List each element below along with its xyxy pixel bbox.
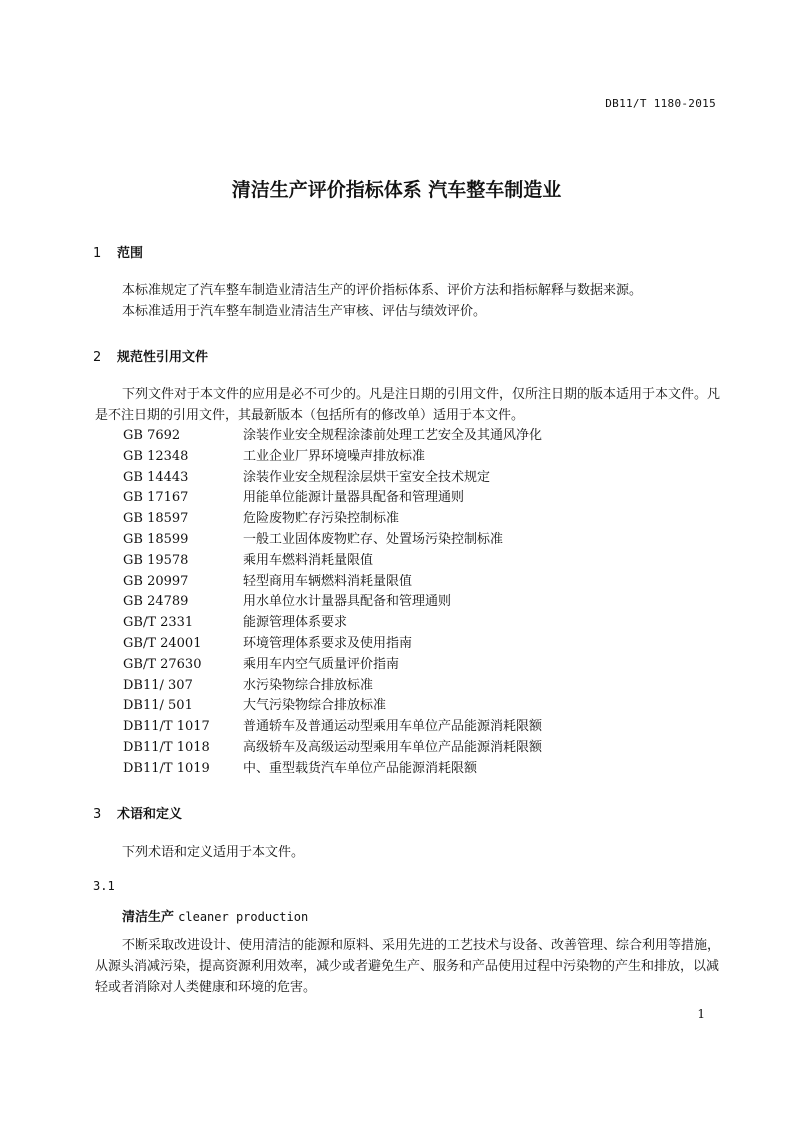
- reference-title: 涂装作业安全规程涂漆前处理工艺安全及其通风净化: [243, 428, 543, 443]
- reference-code: DB11/T 1018: [123, 739, 210, 755]
- reference-title: 轻型商用车辆燃料消耗量限值: [243, 573, 413, 589]
- section-number: 2: [93, 350, 102, 365]
- reference-item: [123, 696, 542, 717]
- reference-item: [123, 551, 542, 572]
- reference-code: DB11/ 501: [123, 698, 193, 714]
- term-entry: [122, 906, 308, 925]
- reference-code: GB 12348: [123, 448, 189, 464]
- reference-title: 一般工业固体废物贮存、处置场污染控制标准: [243, 531, 504, 547]
- term-english: cleaner production: [178, 910, 309, 924]
- reference-title: 涂装作业安全规程涂层烘干室安全技术规定: [243, 469, 491, 485]
- page-number: 1: [697, 1007, 705, 1021]
- reference-item: [123, 634, 542, 655]
- reference-code: GB 17167: [123, 490, 189, 506]
- reference-title: 用水单位水计量器具配备和管理通则: [243, 594, 452, 610]
- reference-code: GB 19578: [123, 552, 189, 568]
- reference-code: GB 18599: [123, 531, 189, 547]
- section-2-heading: [93, 346, 208, 365]
- reference-item: [123, 738, 542, 759]
- reference-item: [123, 426, 542, 447]
- reference-item: [123, 468, 542, 489]
- page-title: 清洁生产评价指标体系 汽车整车制造业: [231, 179, 562, 201]
- reference-code: GB 24789: [123, 594, 189, 610]
- reference-title: 中、重型载货汽车单位产品能源消耗限额: [243, 760, 478, 776]
- reference-title: 环境管理体系要求及使用指南: [243, 635, 413, 651]
- reference-item: [123, 759, 542, 780]
- terms-intro: 下列术语和定义适用于本文件。: [122, 845, 305, 860]
- section-title: 范围: [117, 246, 144, 261]
- reference-title: 普通轿车及普通运动型乘用车单位产品能源消耗限额: [243, 719, 543, 735]
- reference-title: 用能单位能源计量器具配备和管理通则: [243, 490, 465, 506]
- reference-item: [123, 572, 542, 593]
- reference-title: 水污染物综合排放标准: [243, 677, 374, 693]
- term-chinese: 清洁生产: [122, 910, 175, 925]
- reference-title: 大气污染物综合排放标准: [243, 698, 387, 714]
- reference-list: [123, 426, 542, 780]
- reference-item: [123, 655, 542, 676]
- subclause-number: 3.1: [93, 879, 115, 893]
- reference-code: GB/T 2331: [123, 615, 194, 631]
- section-1-heading: [93, 242, 143, 261]
- references-intro: 下列文件对于本文件的应用是必不可少的。凡是注日期的引用文件，仅所注日期的版本适用于本文件。凡是不注日期的引用文件，其最新版本（包括所有的修改单）适用于本文件。: [95, 387, 721, 423]
- reference-code: DB11/ 307: [123, 677, 193, 693]
- reference-code: GB 20997: [123, 573, 189, 589]
- reference-code: GB 18597: [123, 511, 189, 527]
- reference-code: GB 14443: [123, 469, 189, 485]
- reference-code: DB11/T 1019: [123, 760, 210, 776]
- reference-code: GB/T 27630: [123, 656, 202, 672]
- term-definition: 不断采取改进设计、使用清洁的能源和原料、采用先进的工艺技术与设备、改善管理、综合利用等措施，从源头消减污染，提高资源利用效率，减少或者避免生产、服务和产品使用过程中污染物的产生和排放，以减轻或者消除对人类健康和环境的危害。: [95, 938, 721, 995]
- section-title: 规范性引用文件: [117, 350, 209, 365]
- reference-item: [123, 613, 542, 634]
- reference-code: DB11/T 1017: [123, 719, 210, 735]
- document-id: DB11/T 1180-2015: [605, 97, 716, 110]
- scope-paragraph-2: 本标准适用于汽车整车制造业清洁生产审核、评估与绩效评价。: [122, 304, 487, 319]
- reference-item: [123, 676, 542, 697]
- reference-title: 工业企业厂界环境噪声排放标准: [243, 448, 426, 464]
- reference-code: GB/T 24001: [123, 635, 202, 651]
- section-number: 1: [93, 246, 102, 261]
- reference-item: [123, 488, 542, 509]
- reference-item: [123, 530, 542, 551]
- section-3-heading: [93, 803, 182, 822]
- scope-paragraph-1: 本标准规定了汽车整车制造业清洁生产的评价指标体系、评价方法和指标解释与数据来源。: [122, 283, 643, 298]
- reference-title: 乘用车燃料消耗量限值: [243, 552, 374, 568]
- reference-item: [123, 717, 542, 738]
- reference-item: [123, 447, 542, 468]
- reference-title: 乘用车内空气质量评价指南: [243, 656, 400, 672]
- reference-item: [123, 509, 542, 530]
- reference-title: 高级轿车及高级运动型乘用车单位产品能源消耗限额: [243, 739, 543, 755]
- reference-title: 危险废物贮存污染控制标准: [243, 511, 400, 527]
- section-title: 术语和定义: [117, 807, 183, 822]
- section-number: 3: [93, 807, 102, 822]
- reference-item: [123, 592, 542, 613]
- reference-title: 能源管理体系要求: [243, 615, 348, 631]
- reference-code: GB 7692: [123, 428, 181, 443]
